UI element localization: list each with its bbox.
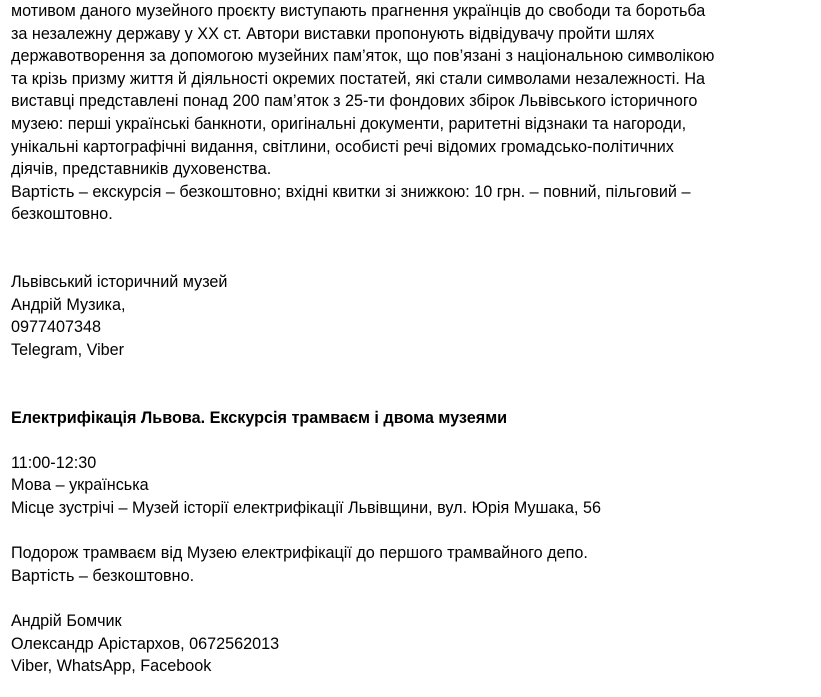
text-line: державотворення за допомогою музейних пам’яток, що пов’язані з національною символікою [11, 47, 715, 66]
exhibition-description [11, 0, 819, 181]
contact-person-phone: Олександр Арістархов, 0672562013 [11, 634, 280, 653]
contact-person: Андрій Бомчик [11, 612, 122, 631]
exhibition-price [11, 181, 819, 226]
event-meeting-place: Місце зустрічі – Музей історії електрифікації Львівщини, вул. Юрія Мушака, 56 [11, 499, 601, 518]
text-line: виставці представлені понад 200 пам’яток з 25-ти фондових збірок Львівського історичного [11, 92, 698, 111]
contact-messengers: Viber, WhatsApp, Facebook [11, 657, 212, 676]
text-line: мотивом даного музейного проєкту виступають прагнення українців до свободи та боротьба [11, 2, 706, 20]
spacer [11, 520, 819, 543]
text-line: діячів, представників духовенства. [11, 160, 272, 179]
spacer [11, 249, 819, 272]
contacts-block-2 [11, 610, 819, 678]
spacer [11, 587, 819, 610]
text-line: унікальні картографічні видання, світлини, особисті речі відомих громадсько-політичних [11, 137, 674, 156]
text-line: Вартість – екскурсія – безкоштовно; вхідні квитки зі знижкою: 10 грн. – повний, пільговий – [11, 182, 691, 201]
spacer [11, 226, 819, 249]
event-details [11, 452, 819, 520]
event-description: Подорож трамваєм від Музею електрифікації до першого трамвайного депо. [11, 544, 588, 563]
event-title: Електрифікація Львова. Екскурсія трамваєм і двома музеями [11, 408, 508, 427]
contact-messengers: Telegram, Viber [11, 340, 125, 359]
contact-person: Андрій Музика, [11, 295, 126, 314]
event-language: Мова – українська [11, 476, 149, 495]
text-line: та крізь призму життя й діяльності окремих постатей, які стали символами незалежності. На [11, 69, 706, 88]
contact-org: Львівський історичний музей [11, 273, 228, 292]
event-price: Вартість – безкоштовно. [11, 566, 195, 585]
contacts-block-1 [11, 271, 819, 361]
text-line: безкоштовно. [11, 205, 113, 224]
spacer [11, 384, 819, 407]
text-line: за незалежну державу у ХХ ст. Автори виставки пропонують відвідувачу пройти шлях [11, 24, 655, 43]
spacer [11, 429, 819, 452]
text-line: музею: перші українські банкноти, оригінальні документи, раритетні відзнаки та нагороди, [11, 114, 687, 133]
event-time: 11:00-12:30 [11, 453, 97, 472]
spacer [11, 362, 819, 385]
contact-phone: 0977407348 [11, 318, 102, 337]
event-info [11, 542, 819, 587]
document-body [11, 0, 819, 678]
